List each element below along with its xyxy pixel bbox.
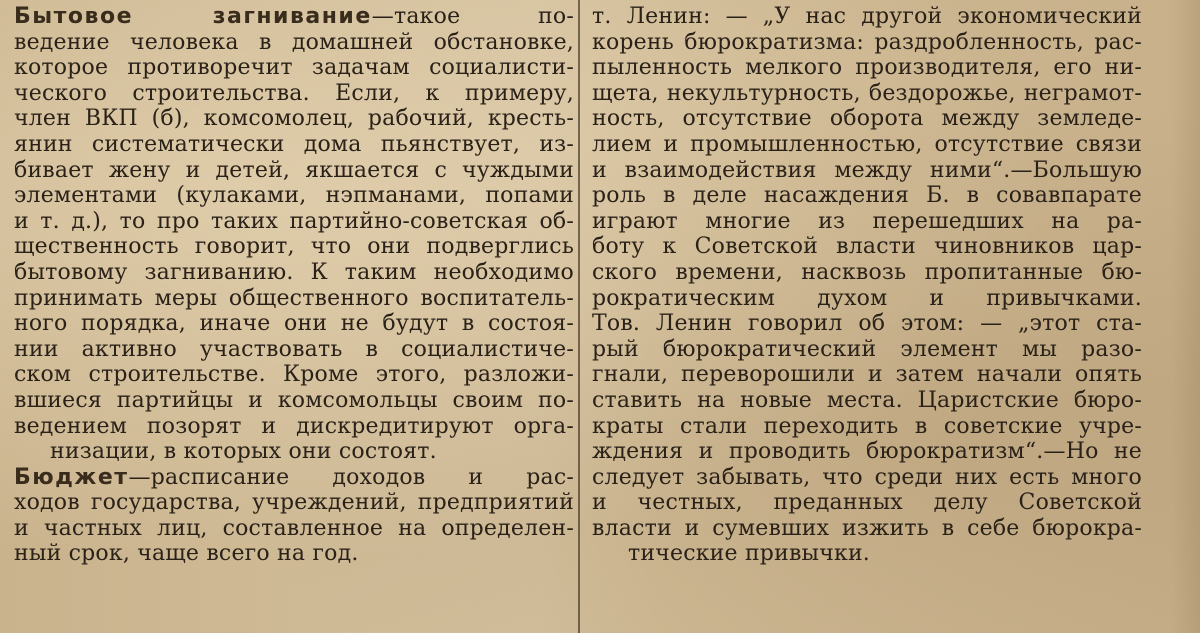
text-line: вшиеся партийцы и комсомольцы своим по- — [14, 387, 574, 413]
entry-heading-rest: —расписание доходов и рас- — [128, 464, 574, 490]
text-line: пыленность мелкого производителя, его ни- — [592, 55, 1142, 81]
text-line: и т. д.), то про таких партийно-советская об- — [14, 208, 574, 234]
text-line: которое противоречит задачам социалисти- — [14, 55, 574, 81]
page-edge-shadow — [1170, 0, 1200, 633]
text-line: принимать меры общественного воспитатель- — [14, 285, 574, 311]
text-line: гнали, переворошили и затем начали опять — [592, 362, 1142, 388]
entry-heading-line — [14, 4, 574, 30]
text-line: и взаимодействия между ними“.—Большую — [592, 157, 1142, 183]
text-line: ждения и проводить бюрократизм“.—Но не — [592, 439, 1142, 465]
text-line: щета, некультурность, бездорожье, неграмот- — [592, 80, 1142, 106]
text-line: лием и промышленностью, отсутствие связи — [592, 131, 1142, 157]
text-line: тические привычки. — [628, 541, 871, 567]
text-line: т. Ленин: — „У нас другой экономический — [592, 4, 1142, 29]
text-line: ный срок, чаще всего на год. — [14, 541, 359, 567]
text-line: щественность говорит, что они подверглись — [14, 234, 574, 260]
left-column — [14, 4, 574, 567]
text-line: бивает жену и детей, якшается с чуждыми — [14, 157, 574, 183]
text-line: ведение человека в домашней обстановке, — [14, 29, 574, 55]
text-line: ставить на новые места. Царистские бюро- — [592, 387, 1142, 413]
text-line: элементами (кулаками, нэпманами, попами — [14, 183, 574, 209]
text-line: нии активно участвовать в социалистиче- — [14, 336, 574, 362]
text-line: янин систематически дома пьянствует, из- — [14, 131, 574, 157]
entry-term-byudzhet: Бюджет — [14, 464, 129, 490]
text-line: Тов. Ленин говорил об этом: — „этот ста- — [592, 311, 1142, 337]
text-line: роль в деле насаждения Б. в совавпарате — [592, 183, 1142, 209]
text-line: боту к Советской власти чиновников цар- — [592, 234, 1142, 260]
text-line: ского времени, насквозь пропитанные бю- — [592, 259, 1142, 285]
text-line: ском строительстве. Кроме этого, разложи- — [14, 362, 574, 388]
column-divider — [578, 0, 580, 633]
text-line: член ВКП (б), комсомолец, рабочий, кресть- — [14, 106, 574, 132]
entry-heading-line — [14, 465, 574, 491]
text-line: бытовому загниванию. К таким необходимо — [14, 259, 574, 285]
text-line: корень бюрократизма: раздробленность, рас- — [592, 29, 1142, 55]
text-line: ходов государства, учреждений, предприятий — [14, 490, 574, 516]
text-line: ведением позорят и дискредитируют орга- — [14, 413, 574, 439]
text-line: власти и сумевших изжить в себе бюрокра- — [592, 515, 1142, 541]
text-line: ческого строительства. Если, к примеру, — [14, 80, 574, 106]
text-line: ного порядка, иначе они не будут в состоя- — [14, 311, 574, 337]
text-line: рый бюрократический элемент мы разо- — [592, 336, 1142, 362]
entry-term-bytovoe-zagnivanie: Бытовое загнивание — [14, 4, 372, 29]
text-line: играют многие из перешедших на ра- — [592, 208, 1142, 234]
right-column — [592, 4, 1142, 567]
text-line: и честных, преданных делу Советской — [592, 490, 1142, 516]
text-line: рократическим духом и привычками. — [592, 285, 1142, 311]
text-line: и частных лиц, составленное на определен- — [14, 515, 574, 541]
text-line: краты стали переходить в советские учре- — [592, 413, 1142, 439]
text-line: ность, отсутствие оборота между земледе- — [592, 106, 1142, 132]
text-line: следует забывать, что среди них есть много — [592, 464, 1142, 490]
entry-heading-rest: —такое по- — [371, 4, 575, 29]
text-line: низации, в которых они состоят. — [50, 439, 437, 465]
